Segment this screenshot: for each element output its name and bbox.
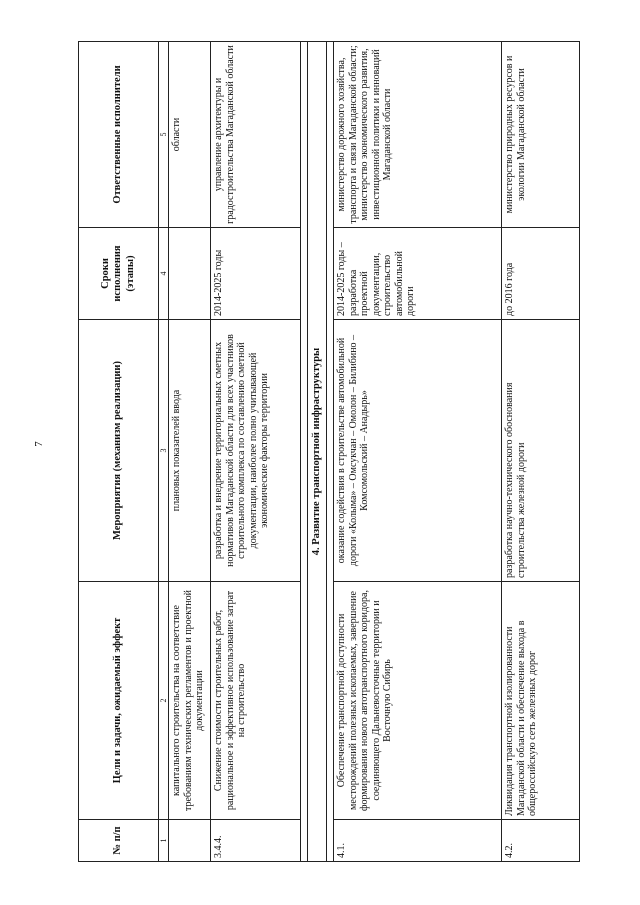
row-terms: 2014-2025 годы – разработка проектной документации, строительство автомобильной дороги (334, 228, 502, 320)
row-executors: области (169, 42, 211, 228)
header-measures: Мероприятия (механизм реализации) (79, 320, 159, 582)
header-num: № п/п (79, 820, 159, 862)
section-row (308, 42, 327, 862)
row-goals: Снижение стоимости строительных работ, рациональное и эффективное использование затрат на строительство (211, 582, 301, 820)
row-measures: плановых показателей ввода (169, 320, 211, 582)
row-num: 4.1. (334, 820, 502, 862)
col-number: 3 (159, 320, 169, 582)
page-number: 7 (32, 441, 45, 447)
row-terms: до 2016 года (502, 228, 580, 320)
row-measures: разработка научно-технического обоснования строительства железной дороги (502, 320, 580, 582)
spacer-row (301, 42, 308, 862)
header-goals: Цели и задачи, ожидаемый эффект (79, 582, 159, 820)
row-terms: 2014-2025 годы (211, 228, 301, 320)
spacer-cell (301, 42, 308, 862)
row-goals: Ликвидация транспортной изолированности Магаданской области и обеспечение выхода в общероссийскую сеть железных дорог (502, 582, 580, 820)
col-number: 1 (159, 820, 169, 862)
table-row (211, 42, 301, 862)
table-row (334, 42, 502, 862)
col-number: 5 (159, 42, 169, 228)
column-number-row (159, 42, 169, 862)
table-row (502, 42, 580, 862)
row-num: 3.4.4. (211, 820, 301, 862)
row-measures: разработка и внедрение территориальных сметных нормативов Магаданской области для всех участников строительного комплекса по составлению сметной документации, наиболее полно учитывающей экономические факторы территории (211, 320, 301, 582)
col-number: 4 (159, 228, 169, 320)
row-executors: управление архитектуры и градостроительства Магаданской области (211, 42, 301, 228)
row-goals: Обеспечение транспортной доступности месторождений полезных ископаемых, завершение формирования нового автотранспортного коридора, соединяющего Дальневосточные территории и Восточную Сибирь (334, 582, 502, 820)
row-num: 4.2. (502, 820, 580, 862)
spacer-cell (327, 42, 334, 862)
row-num (169, 820, 211, 862)
row-terms (169, 228, 211, 320)
row-goals: капитального строительства на соответствие требованиям технических регламентов и проектной документации (169, 582, 211, 820)
row-measures: оказание содействия в строительстве автомобильной дороги «Колыма» – Омсукчан – Омолон – Билибино – Комсомольский – Анадырь» (334, 320, 502, 582)
col-number: 2 (159, 582, 169, 820)
measures-table (78, 41, 580, 862)
row-executors: министерство природных ресурсов и экологии Магаданской области (502, 42, 580, 228)
header-terms: Сроки исполнения (этапы) (79, 228, 159, 320)
table-row (169, 42, 211, 862)
spacer-row (327, 42, 334, 862)
row-executors: министерство дорожного хозяйства, транспорта и связи Магаданской области; министерство экономического развития, инвестиционной политики и инноваций Магаданской области (334, 42, 502, 228)
section-title: 4. Развитие транспортной инфраструктуры (308, 42, 327, 862)
header-executors: Ответственные исполнители (79, 42, 159, 228)
rotated-table-container (78, 42, 610, 862)
header-row (79, 42, 159, 862)
